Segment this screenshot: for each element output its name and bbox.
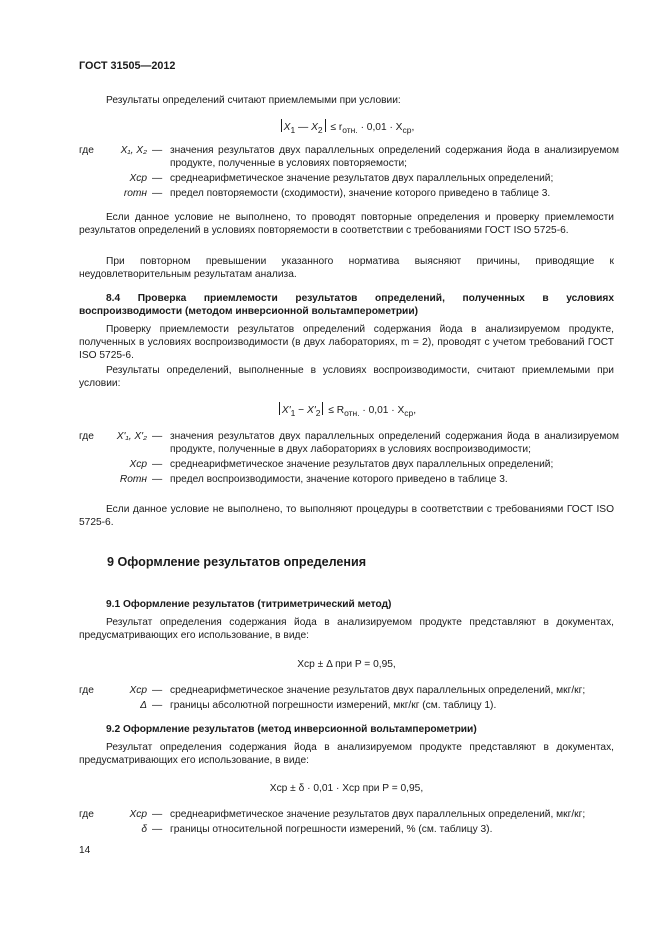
- definition-row: [79, 187, 619, 202]
- document-header: ГОСТ 31505—2012: [79, 60, 176, 72]
- paragraph: Результат определения содержания йода в анализируемом продукте представляют в документах, предусматривающих его использование, в виде:: [79, 742, 614, 767]
- section-heading-8-4: 8.4 Проверка приемлемости результатов определений, полученных в условиях воспроизводимости (методом инверсионной вольтамперометрии): [79, 293, 614, 318]
- definition-symbol: X₁, X₂: [120, 145, 147, 156]
- definition-symbol: rотн: [123, 188, 147, 200]
- definition-text: значения результатов двух параллельных определений содержания йода в анализируемом продукте, полученные в условиях повторяемости;: [170, 145, 619, 170]
- definition-symbol: Xср: [129, 685, 147, 696]
- definition-dash: —: [152, 459, 163, 471]
- page-number: 14: [79, 845, 91, 856]
- definition-text: предел повторяемости (сходимости), значение которого приведено в таблице 3.: [170, 188, 551, 200]
- formula-result-relative: Xср ± δ · 0,01 · Xср при P = 0,95,: [269, 783, 424, 794]
- definition-row: [79, 172, 619, 187]
- paragraph: Результат определения содержания йода в анализируемом продукте представляют в документах, предусматривающих его использование, в виде:: [79, 617, 614, 642]
- section-heading-9-2: 9.2 Оформление результатов (метод инверсионной вольтамперометрии): [106, 724, 477, 735]
- definition-dash: —: [152, 809, 163, 820]
- paragraph: Проверку приемлемости результатов определений содержания йода в анализируемом продукте, полученных в условиях воспроизводимости (в двух лабораториях, m = 2), проводят с учетом требований ГОСТ ISO 5725-6.: [79, 324, 614, 362]
- definition-dash: —: [152, 431, 163, 442]
- definition-text: границы относительной погрешности измерений, % (см. таблицу 3).: [170, 824, 493, 836]
- definition-dash: —: [152, 173, 163, 185]
- definition-row: [79, 473, 619, 488]
- definition-symbol: X'₁, X'₂: [116, 431, 147, 442]
- definition-text: границы абсолютной погрешности измерений, мкг/кг (см. таблицу 1).: [170, 700, 497, 712]
- definition-dash: —: [152, 145, 163, 156]
- section-heading-9-1: 9.1 Оформление результатов (титриметрический метод): [106, 599, 392, 610]
- definition-text: среднеарифметическое значение результатов двух параллельных определений;: [170, 173, 554, 185]
- definition-symbol: Δ: [140, 700, 147, 712]
- definition-dash: —: [152, 685, 163, 696]
- formula-reproducibility: $X'_1 - X'_2 \le R_{отн.} \cdot 0,01 \cdot X_{ср}$,: [79, 402, 614, 420]
- definition-text: среднеарифметическое значение результатов двух параллельных определений;: [170, 459, 554, 471]
- definition-text: среднеарифметическое значение результатов двух параллельных определений, мкг/кг;: [170, 685, 586, 696]
- definition-text: предел воспроизводимости, значение которого приведено в таблице 3.: [170, 474, 508, 486]
- where-label: где: [79, 431, 94, 442]
- definition-row: [79, 684, 619, 699]
- definition-row: [79, 699, 619, 714]
- definitions-list: [79, 684, 619, 714]
- definitions-list: [79, 144, 619, 202]
- definition-row: [79, 458, 619, 473]
- formula-result-absolute: Xср ± Δ при P = 0,95,: [297, 659, 396, 670]
- definitions-list: [79, 808, 619, 838]
- definition-symbol: Xср: [129, 809, 147, 820]
- where-label: где: [79, 145, 94, 156]
- definition-symbol: Xср: [129, 459, 147, 471]
- definition-symbol: δ: [141, 824, 147, 836]
- paragraph: При повторном превышении указанного норматива выясняют причины, приводящие к неудовлетворительным результатам анализа.: [79, 256, 614, 281]
- definition-row: [79, 808, 619, 823]
- paragraph: Результаты определений считают приемлемыми при условии:: [106, 95, 401, 106]
- where-label: где: [79, 685, 94, 696]
- definition-row: [79, 823, 619, 838]
- definition-dash: —: [152, 700, 163, 712]
- formula-repeatability: $X_1$ — $X_2 \le r_{отн.} \cdot 0,01 \cdot X_{ср}$,: [79, 119, 614, 137]
- definition-text: значения результатов двух параллельных определений содержания йода в анализируемом продукте, полученные в двух лабораториях в условиях воспроизводимости;: [170, 431, 619, 456]
- paragraph: Если данное условие не выполнено, то проводят повторные определения и проверку приемлемости результатов определений в условиях повторяемости в соответствии с требованиями ГОСТ ISO 5725-6.: [79, 212, 614, 237]
- where-label: где: [79, 809, 94, 820]
- definition-symbol: Xср: [129, 173, 147, 185]
- definition-text: среднеарифметическое значение результатов двух параллельных определений, мкг/кг;: [170, 809, 586, 820]
- definition-dash: —: [152, 188, 163, 200]
- definition-row: [79, 430, 619, 458]
- definitions-list: [79, 430, 619, 488]
- paragraph: Результаты определений, выполненные в условиях воспроизводимости, считают приемлемыми при условии:: [79, 365, 614, 390]
- definition-dash: —: [152, 824, 163, 836]
- section-heading-9: 9 Оформление результатов определения: [107, 555, 367, 569]
- paragraph: Если данное условие не выполнено, то выполняют процедуры в соответствии с требованиями ГОСТ ISO 5725-6.: [79, 504, 614, 529]
- definition-symbol: Rотн: [119, 474, 147, 486]
- definition-dash: —: [152, 474, 163, 486]
- definition-row: [79, 144, 619, 172]
